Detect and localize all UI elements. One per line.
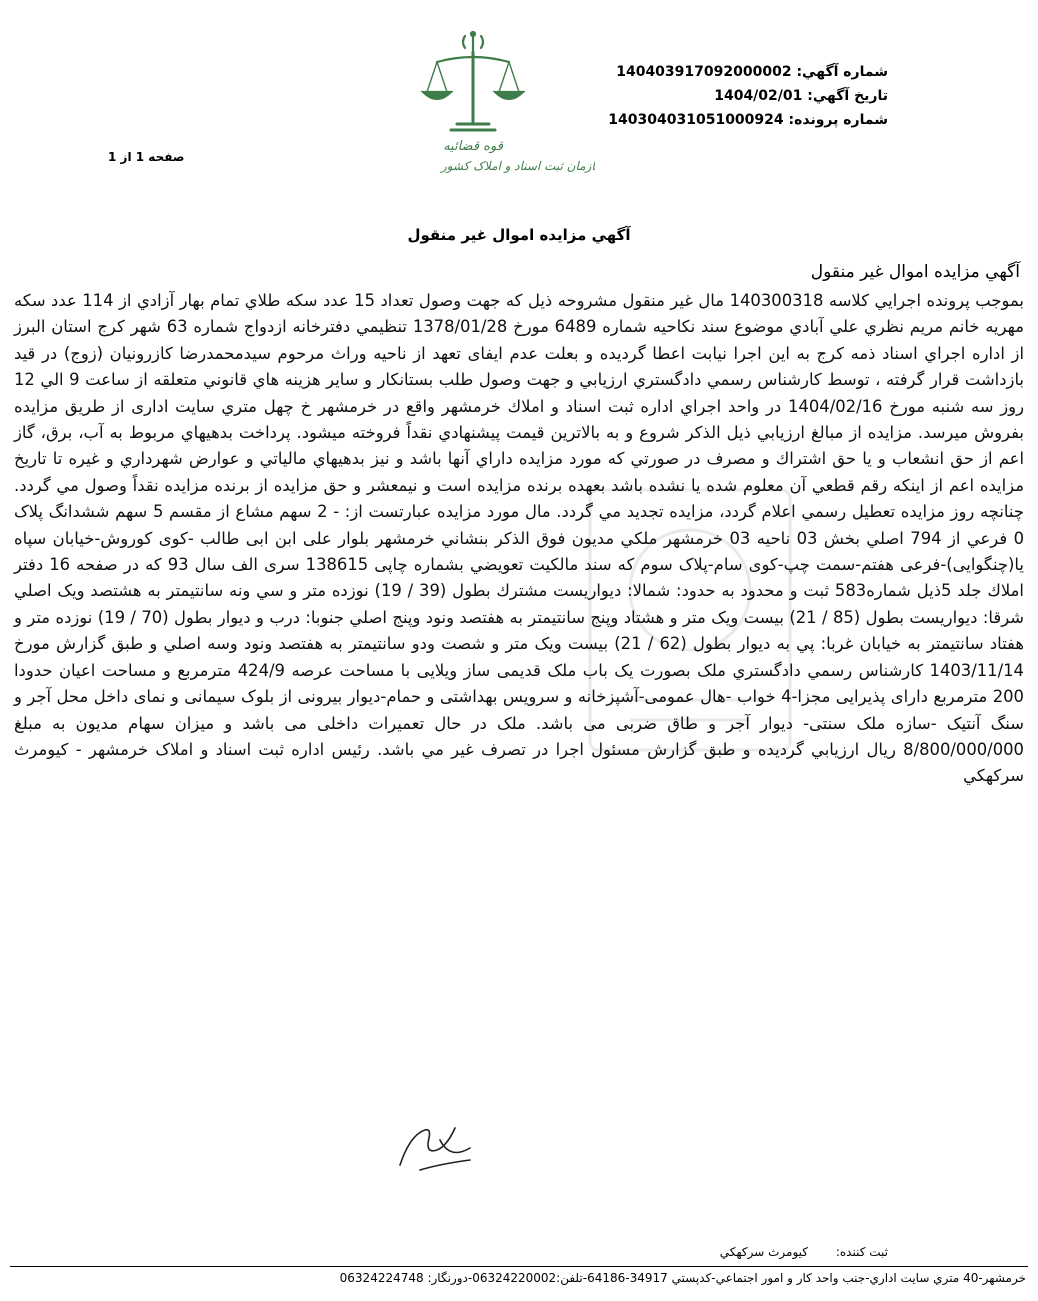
registrar-name: كيومرث سركهكي [719, 1245, 809, 1259]
registrar-label: ثبت كننده: [835, 1245, 888, 1259]
notice-subtitle: آگهي مزايده اموال غير منقول [810, 262, 1020, 282]
logo-org-name: قوه قضائیه [443, 139, 503, 154]
judiciary-logo [415, 28, 595, 178]
notice-date: 1404/02/01 [714, 88, 803, 104]
notice-date-label: تاريخ آگهي: [807, 88, 888, 104]
notice-number-label: شماره آگهي: [796, 64, 888, 80]
page-number: صفحه 1 از 1 [108, 150, 185, 164]
footer-address: خرمشهر-40 متري سايت اداري-جنب واحد كار و امور اجتماعي-كدپستي 34917-64186-تلفن:06324220002-دورنگار: 06324224748 [339, 1271, 1026, 1285]
notice-body: بموجب پرونده اجرايي كلاسه 140300318 مال غير منقول مشروحه ذيل كه جهت وصول تعداد 15 عدد سكه طلاي تمام بهار آزادي از 114 عدد سكه مهريه خانم مريم نظري علي آبادي موضوع سند نكاحيه شماره 6489 مورخ 1378/01/28 تنظيمي دفترخانه ازدواج شماره 63 شهر كرج استان البرز از اداره اجراي اسناد ذمه كرج به اين اجرا نيابت اعطا گرديده و بعلت عدم ايفای تعهد از ناحيه وراث مرحوم سيدمحمدرضا كازرونيان (زوج) در قيد بازداشت قرار گرفته ، توسط كارشناس رسمي دادگستري ارزيابي و جهت وصول طلب بستانكار و ساير هزينه هاي قانوني متعلقه از ساعت 9 الي 12 روز سه شنبه مورخ 1404/02/16 در واحد اجراي اداره ثبت اسناد و املاك خرمشهر واقع در خرمشهر خ چهل متري سايت اداری از طريق مزايده بفروش ميرسد. مزايده از مبالغ ارزيابي ذيل الذكر شروع و به بالاترين قيمت پيشنهادي نقداً فروخته ميشود. پرداخت بدهيهاي مربوط به آب، برق، گاز اعم از حق انشعاب و يا حق اشتراك و مصرف در صورتي كه مورد مزايده داراي آنها باشد و نيز بدهيهاي مالياتي و عوارض شهرداري و غيره تا تاريخ مزايده اعم از اينكه رقم قطعي آن معلوم شده يا نشده باشد بعهده برنده مزايده است و نيمعشر و حق مزايده از برنده مزايده نقداً وصول مي گردد. چنانچه روز مزايده تعطيل رسمي اعلام گردد، مزايده تجديد مي گردد. مال مورد مزايده عبارتست از: - 2 سهم مشاع از مقسم 5 سهم ششدانگ پلاک 0 فرعي از 794 اصلي بخش 03 ناحيه 03 خرمشهر ملكي مديون فوق الذكر بنشاني خرمشهر بلوار علی ابن ابی طالب -کوی کوروش-خیابان سپاه یا(چنگوایی)-فرعی هفتم-سمت چپ-کوی سام-پلاک سوم که سند مالكيت تعويضي بشماره چاپی 138615 سری الف سال 93 که در صفحه 16 دفتر املاك جلد 5ذيل شماره583 ثبت و محدود به حدود: شمالا: ديواريست مشترك بطول (39 / 19) نوزده متر و سي ونه سانتيمتر به هشتصد ويک اصلي شرقا: ديواريست بطول (85 / 21) بيست ويک متر و هشتاد وپنج سانتيمتر به هفتصد ونود وپنج اصلي جنوبا: درب و ديوار بطول (70 / 19) نوزده متر و هفتاد سانتيمتر به خيابان غربا: پي به ديوار بطول (62 / 21) بيست ويک متر و شصت ودو سانتيمتر به هفتصد ونود وسه اصلي و طبق گزارش مورخ 1403/11/14 كارشناس رسمي دادگستري ملک بصورت یک باب ملک قدیمی ساز ویلایی با مساحت عرصه 424/9 مترمربع و مساحت اعیان حدودا 200 مترمربع دارای پذیرایی مجزا-4 خواب -هال عمومی-آشپزخانه و سرویس بهداشتی و حمام-دیوار بیرونی از بلوک سیمانی و نمای داخل محل آجر و سنگ آنتیک -سازه ملک سنتی- دیوار آجر و طاق ضربی می باشد. ملک در حال تعمیرات داخلی می باشد و میزان سهام مدیون به مبلغ 8/800/000/000 ريال ارزيابي گرديده و طبق گزارش مسئول اجرا در تصرف غير مي باشد. رئيس اداره ثبت اسناد و املاک خرمشهر - كيومرث سركهكي [14, 291, 1025, 786]
logo-sub-org-name: سازمان ثبت اسناد و املاک کشور [440, 159, 595, 173]
signature-icon [380, 1110, 490, 1180]
case-number: 140304031051000924 [608, 112, 784, 128]
footer-divider [10, 1266, 1028, 1267]
scales-of-justice-icon [415, 28, 595, 178]
registrar-line [720, 1245, 888, 1259]
case-number-label: شماره پرونده: [788, 112, 888, 128]
page-title: آگهي مزايده اموال غير منقول [407, 226, 631, 244]
notice-number: 140403917092000002 [616, 64, 792, 80]
